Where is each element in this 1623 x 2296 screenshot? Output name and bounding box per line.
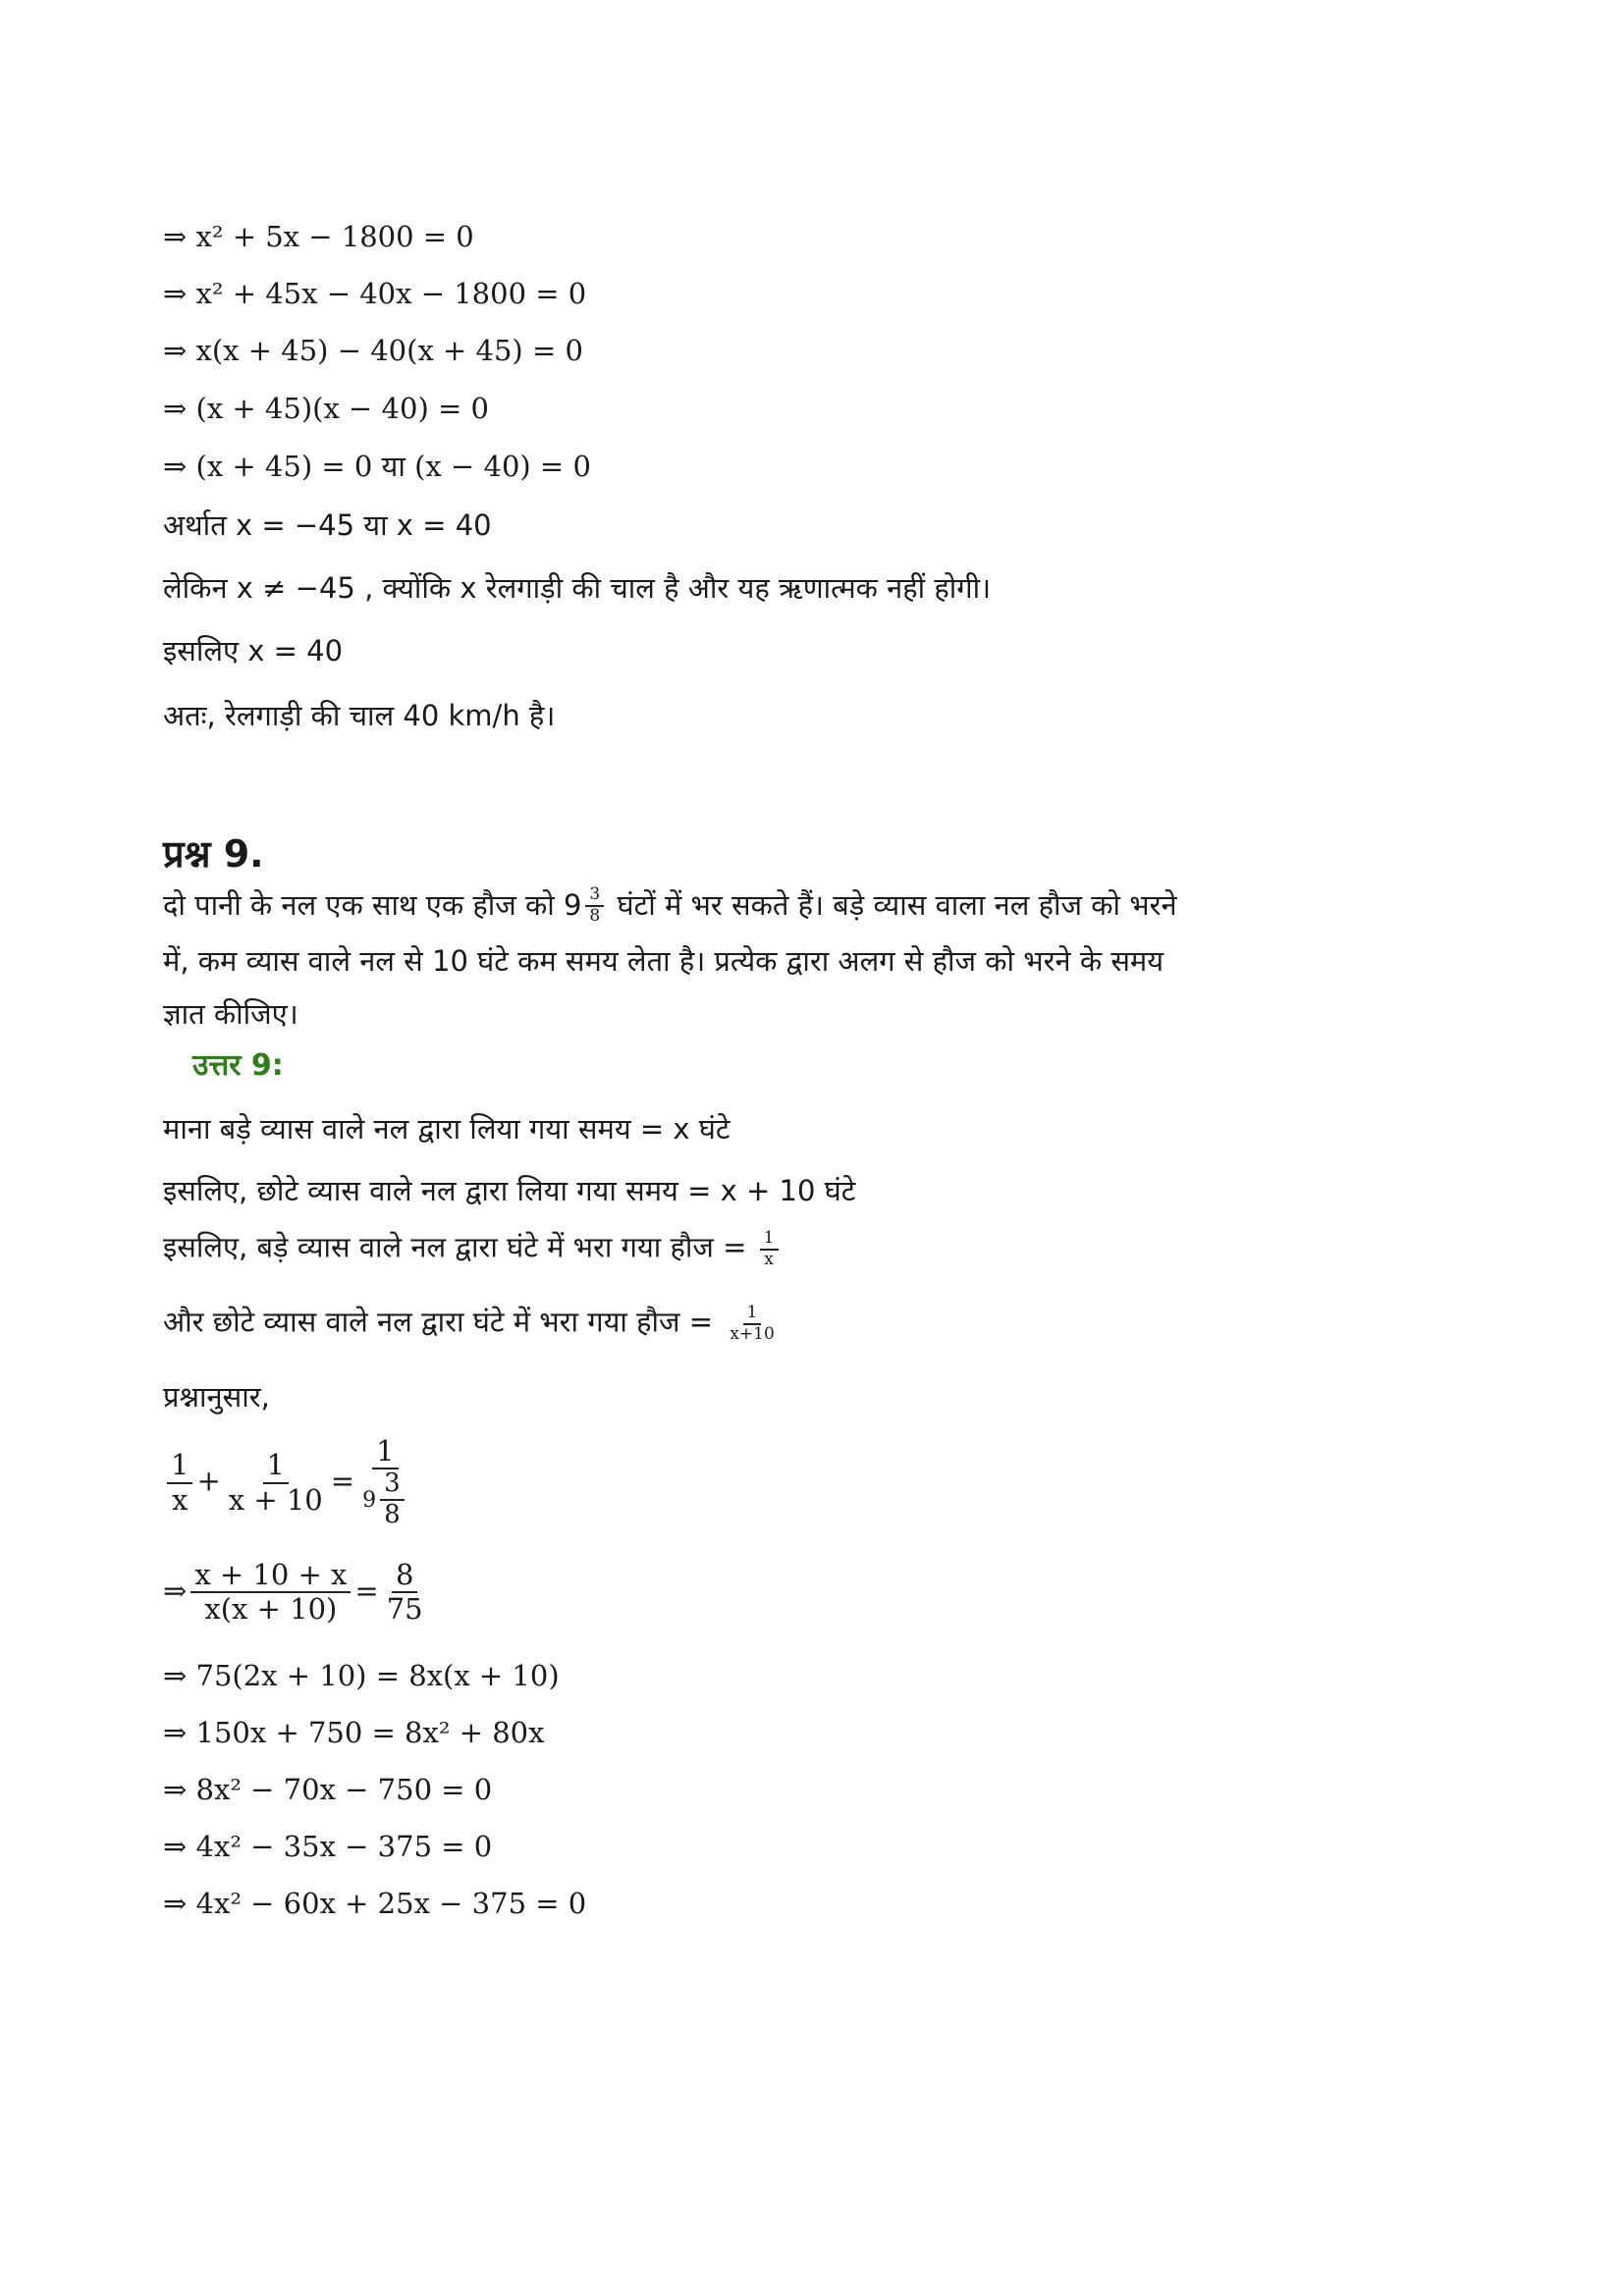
- equation-step: ⇒ (x + 45)(x − 40) = 0: [163, 392, 489, 425]
- fraction: [726, 1304, 778, 1344]
- numerator: 3: [585, 885, 604, 907]
- equation-step: ⇒ x² + 5x − 1800 = 0: [163, 220, 474, 253]
- numerator: 1: [743, 1304, 762, 1325]
- numerator: 1: [167, 1449, 192, 1483]
- fraction: [358, 1435, 412, 1530]
- operator: =: [330, 1464, 355, 1498]
- conclusion-line: अतः, रेलगाड़ी की चाल 40 km/h है।: [163, 699, 556, 732]
- text-line: अर्थात x = −45 या x = 40: [163, 508, 492, 542]
- answer-line: [163, 1229, 783, 1269]
- equation-step: ⇒ x² + 45x − 40x − 1800 = 0: [163, 277, 587, 310]
- fraction: [225, 1449, 327, 1517]
- answer-line: माना बड़े व्यास वाले नल द्वारा लिया गया समय = x घंटे: [163, 1112, 730, 1146]
- numerator: 1: [372, 1435, 398, 1469]
- answer-heading: उत्तर 9:: [192, 1048, 284, 1083]
- question-heading: प्रश्न 9.: [163, 832, 264, 876]
- answer-line: इसलिए, छोटे व्यास वाले नल द्वारा लिया गया समय = x + 10 घंटे: [163, 1174, 856, 1207]
- numerator: 8: [392, 1559, 417, 1593]
- fraction: [585, 885, 604, 926]
- numerator: 1: [760, 1229, 779, 1251]
- answer-line: प्रश्नानुसार,: [163, 1380, 270, 1414]
- denominator: x: [764, 1249, 774, 1269]
- equation-step: ⇒ 4x² − 60x + 25x − 375 = 0: [163, 1887, 587, 1920]
- mixed-fraction: [564, 885, 608, 926]
- equation-step: ⇒ 75(2x + 10) = 8x(x + 10): [163, 1659, 560, 1692]
- arrow: ⇒: [163, 1574, 188, 1608]
- question-line-2: में, कम व्यास वाले नल से 10 घंटे कम समय लेता है। प्रत्येक द्वारा अलग से हौज को भरने के समय: [163, 944, 1164, 978]
- fraction: [760, 1229, 779, 1269]
- fraction: [167, 1449, 192, 1517]
- denominator: 8: [384, 1500, 401, 1530]
- whole: 9: [362, 1487, 377, 1513]
- numerator: 1: [263, 1449, 289, 1483]
- fraction: [380, 1469, 405, 1530]
- question-text: दो पानी के नल एक साथ एक हौज को: [163, 888, 564, 923]
- equation-step: ⇒ (x + 45) = 0 या (x − 40) = 0: [163, 450, 591, 483]
- equation-step: ⇒ 150x + 750 = 8x² + 80x: [163, 1716, 545, 1749]
- text-line: इसलिए x = 40: [163, 634, 344, 667]
- equation-step: ⇒ 8x² − 70x − 750 = 0: [163, 1773, 493, 1806]
- equation-step: ⇒ x(x + 45) − 40(x + 45) = 0: [163, 334, 583, 367]
- equation-fraction: [163, 1559, 431, 1627]
- denominator: 75: [386, 1592, 423, 1627]
- equation-fraction: [163, 1435, 416, 1530]
- text-line: लेकिन x ≠ −45 , क्योंकि x रेलगाड़ी की चाल है और यह ऋणात्मक नहीं होगी।: [163, 571, 992, 605]
- question-line-3: ज्ञात कीजिए।: [163, 997, 298, 1031]
- operator: +: [196, 1464, 221, 1498]
- answer-text: और छोटे व्यास वाले नल द्वारा घंटे में भरा गया हौज =: [163, 1305, 723, 1339]
- fraction: [190, 1559, 351, 1627]
- denominator: x: [172, 1482, 189, 1517]
- denominator: x + 10: [228, 1482, 323, 1517]
- numerator: x + 10 + x: [190, 1559, 351, 1593]
- whole: 9: [563, 888, 582, 923]
- answer-text: इसलिए, बड़े व्यास वाले नल द्वारा घंटे में भरा गया हौज =: [163, 1230, 756, 1264]
- equation-step: ⇒ 4x² − 35x − 375 = 0: [163, 1830, 493, 1863]
- answer-line: [163, 1304, 783, 1344]
- numerator: 3: [380, 1469, 405, 1501]
- denominator: [358, 1469, 412, 1530]
- denominator: x(x + 10): [204, 1592, 338, 1627]
- question-line-1: [163, 885, 1177, 926]
- fraction: [383, 1559, 427, 1627]
- operator: =: [354, 1574, 379, 1608]
- denominator: 8: [589, 905, 601, 926]
- denominator: x+10: [730, 1323, 775, 1344]
- question-text: घंटों में भर सकते हैं। बड़े व्यास वाला नल हौज को भरने: [608, 888, 1177, 923]
